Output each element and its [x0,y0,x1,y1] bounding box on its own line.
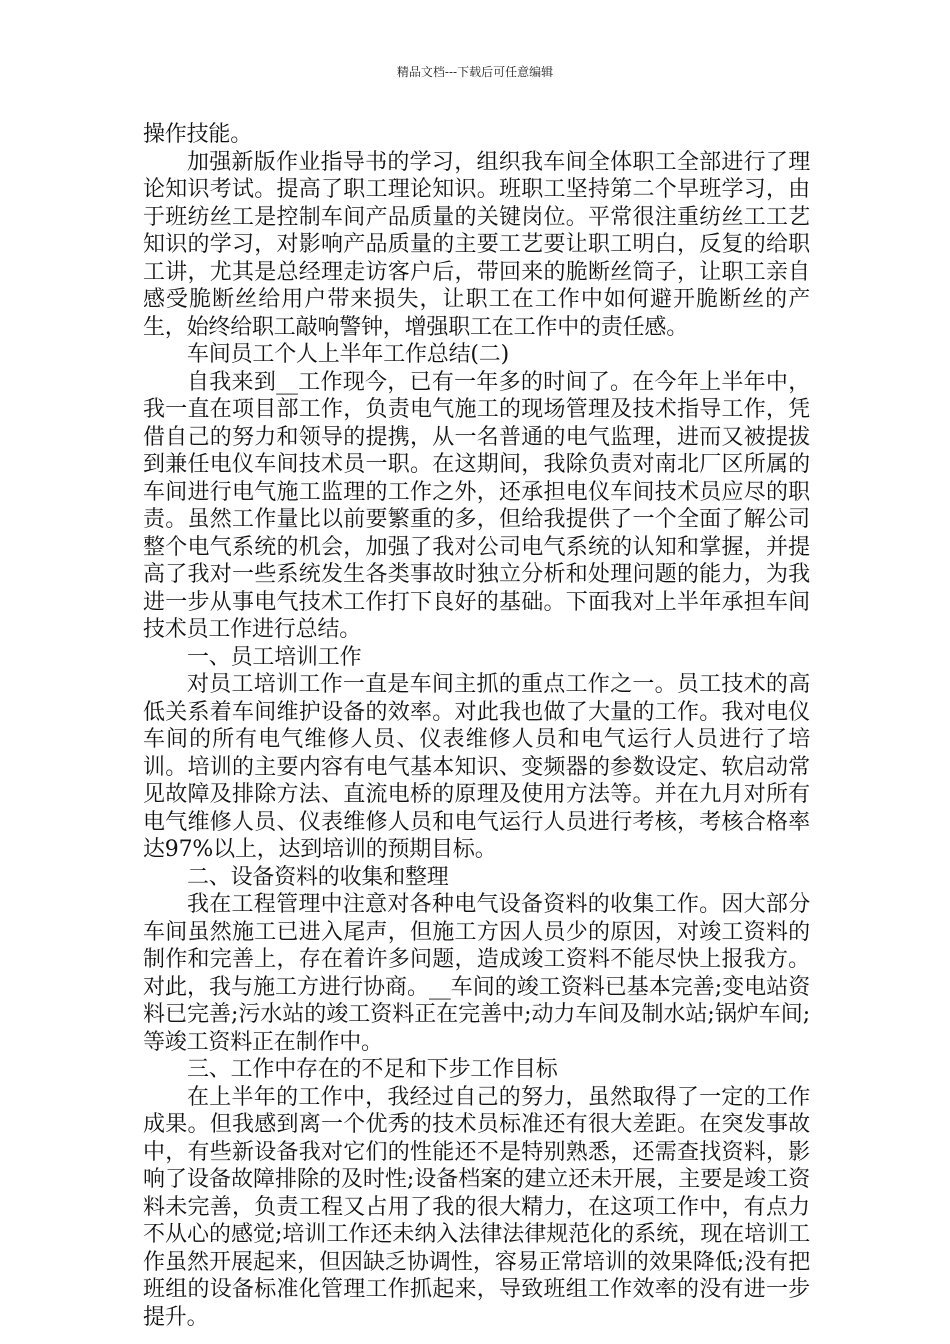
section-title: 车间员工个人上半年工作总结(二) [187,342,509,367]
paragraph-introduction: 自我来到__工作现今，已有一年多的时间了。在今年上半年中，我一直在项目部工作，负责电气施工的现场管理及技术指导工作，凭借自己的努力和领导的提携，从一名普通的电气监理，进而又被提拔到兼任电仪车间技术员一职。在这期间，我除负责对南北厂区所属的车间进行电气施工监理的工作之外，还承担电仪车间技术员应尽的职责。虽然工作量比以前要繁重的多，但给我提供了一个全面了解公司整个电气系统的机会，加强了我对公司电气系统的认知和掌握，并提高了我对一些系统发生各类事故时独立分析和处理问题的能力，为我进一步从事电气技术工作打下良好的基础。下面我对上半年承担车间技术员工作进行总结。 [143,369,810,642]
paragraph-staff-training: 对员工培训工作一直是车间主抓的重点工作之一。员工技术的高低关系着车间维护设备的效率。对此我也做了大量的工作。我对电仪车间的所有电气维修人员、仪表维修人员和电气运行人员进行了培训。培训的主要内容有电气基本知识、变频器的参数设定、软启动常见故障及排除方法、直流电桥的原理及使用方法等。并在九月对所有电气维修人员、仪表维修人员和电气运行人员进行考核，考核合格率达97%以上，达到培训的预期目标。 [143,672,810,862]
paragraph-shortcomings: 在上半年的工作中，我经过自己的努力，虽然取得了一定的工作成果。但我感到离一个优秀的技术员标准还有很大差距。在突发事故中，有些新设备我对它们的性能还不是特别熟悉，还需查找资料，影响了设备故障排除的及时性;设备档案的建立还未开展，主要是竣工资料未完善，负责工程又占用了我的很大精力，在这项工作中，有点力不从心的感觉;培训工作还未纳入法律法律规范化的系统，现在培训工作虽然开展起来，但因缺乏协调性，容易正常培训的效果降低;没有把班组的设备标准化管理工作抓起来，导致班组工作效率的没有进一步提升。 [143,1084,810,1330]
document-body [143,121,810,1331]
paragraph-continuation: 操作技能。 [143,122,253,147]
heading-shortcomings: 三、工作中存在的不足和下步工作目标 [187,1057,558,1082]
heading-staff-training: 一、员工培训工作 [187,644,362,670]
paragraph-study-guide: 加强新版作业指导书的学习，组织我车间全体职工全部进行了理论知识考试。提高了职工理论知识。班职工坚持第二个早班学习，由于班纺丝工是控制车间产品质量的关键岗位。平常很注重纺丝工工艺知识的学习，对影响产品质量的主要工艺要让职工明白，反复的给职工讲，尤其是总经理走访客户后，带回来的脆断丝筒子，让职工亲自感受脆断丝给用户带来损失，让职工在工作中如何避开脆断丝的产生，始终给职工敲响警钟，增强职工在工作中的责任感。 [143,149,810,340]
heading-equipment-documents: 二、设备资料的收集和整理 [187,864,449,890]
page-header: 精品文档---下载后可任意编辑 [396,65,554,79]
paragraph-equipment-documents: 我在工程管理中注意对各种电气设备资料的收集工作。因大部分车间虽然施工已进入尾声，但施工方因人员少的原因，对竣工资料的制作和完善上，存在着许多问题，造成竣工资料不能尽快上报我方。对此，我与施工方进行协商。__车间的竣工资料已基本完善;变电站资料已完善;污水站的竣工资料正在完善中;动力车间及制水站;锅炉车间;等竣工资料正在制作中。 [143,892,810,1055]
